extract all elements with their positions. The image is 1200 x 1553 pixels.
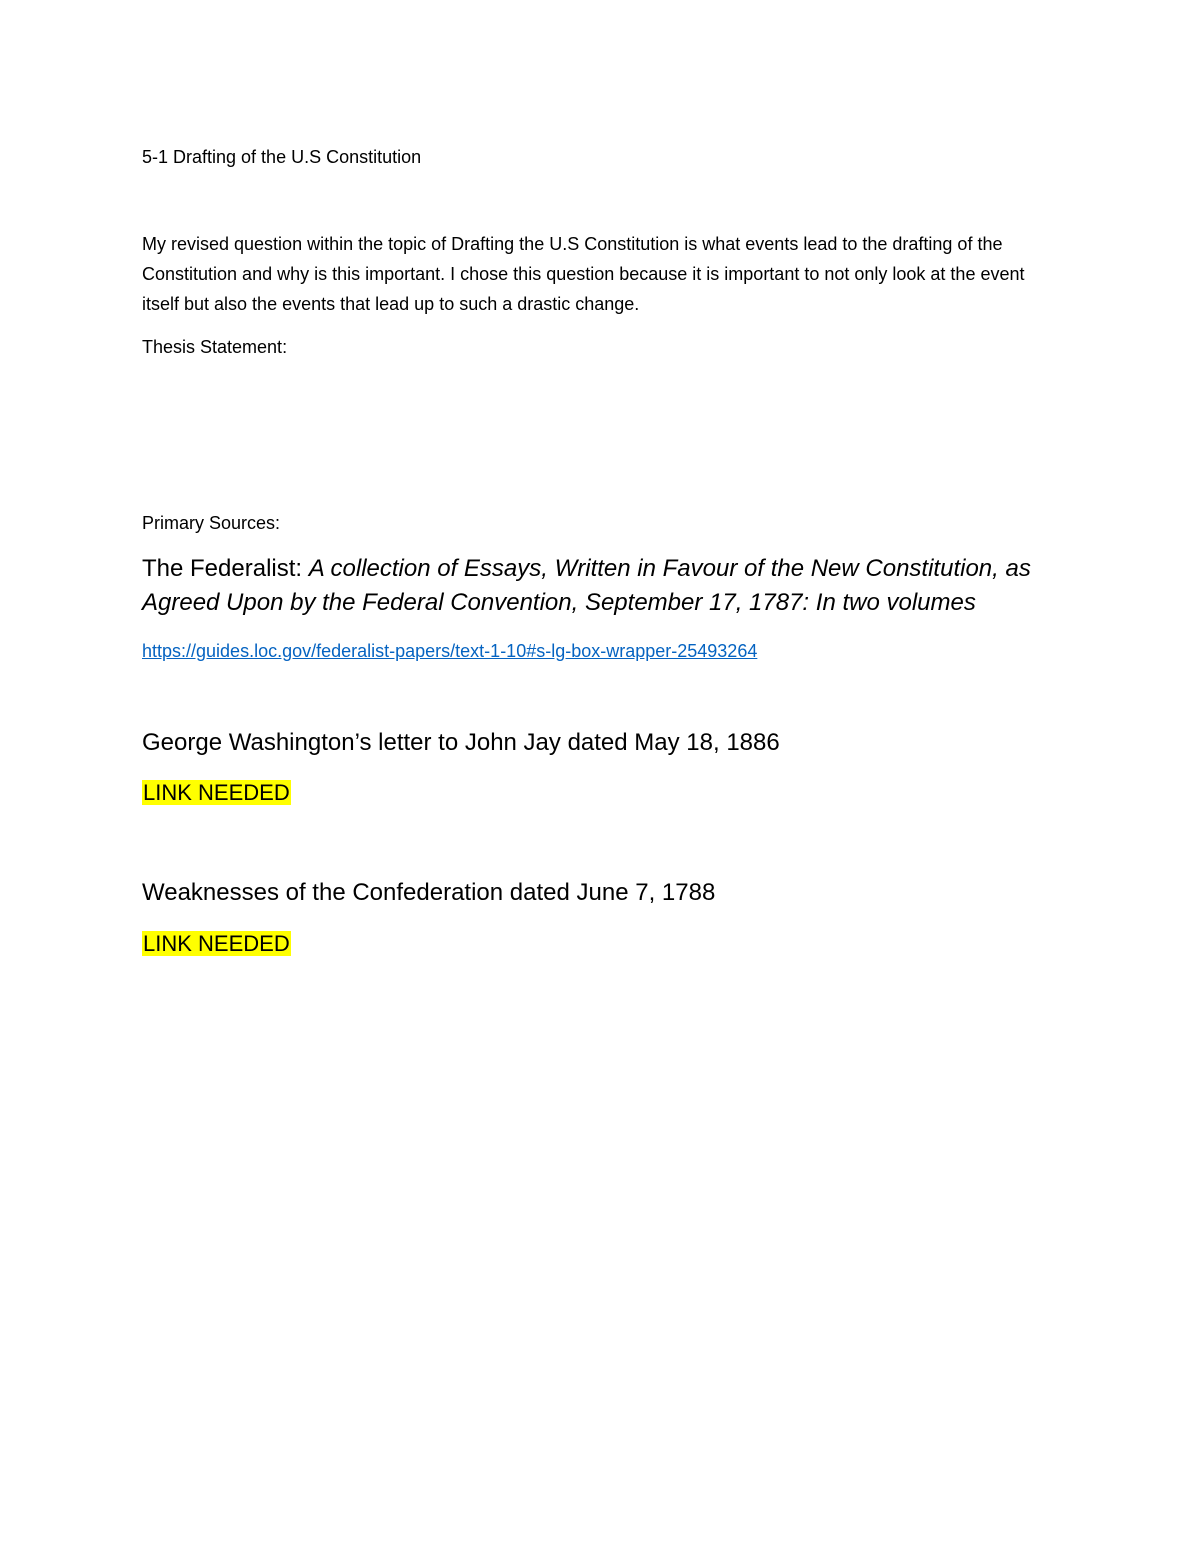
source-washington-letter-title: George Washington’s letter to John Jay dated May 18, 1886 [142, 729, 780, 756]
source-federalist-title [142, 552, 1062, 620]
primary-sources-label: Primary Sources: [142, 513, 281, 533]
thesis-label: Thesis Statement: [142, 337, 288, 357]
washington-link-needed-row [142, 778, 291, 808]
weaknesses-link-needed-row [142, 929, 291, 959]
source-federalist-title-italic: A collection of Essays, Written in Favour of the New Constitution, as Agreed Upon by the Federal Convention, September 17, 1787: In two volumes [142, 555, 1031, 616]
source-weaknesses-title: Weaknesses of the Confederation dated June 7, 1788 [142, 879, 716, 906]
weaknesses-link-needed-highlight: LINK NEEDED [143, 931, 290, 956]
washington-link-needed-highlight: LINK NEEDED [143, 780, 290, 805]
source-federalist-title-plain: The Federalist: [142, 555, 309, 582]
document-title: 5-1 Drafting of the U.S Constitution [142, 147, 422, 167]
federalist-papers-link[interactable]: https://guides.loc.gov/federalist-papers/text-1-10#s-lg-box-wrapper-25493264 [142, 641, 758, 661]
question-paragraph: My revised question within the topic of Drafting the U.S Constitution is what events lead to the drafting of the Constitution and why is this important. I chose this question because it is important to not only look at the event itself but also the events that lead up to such a drastic change. [142, 234, 1025, 314]
